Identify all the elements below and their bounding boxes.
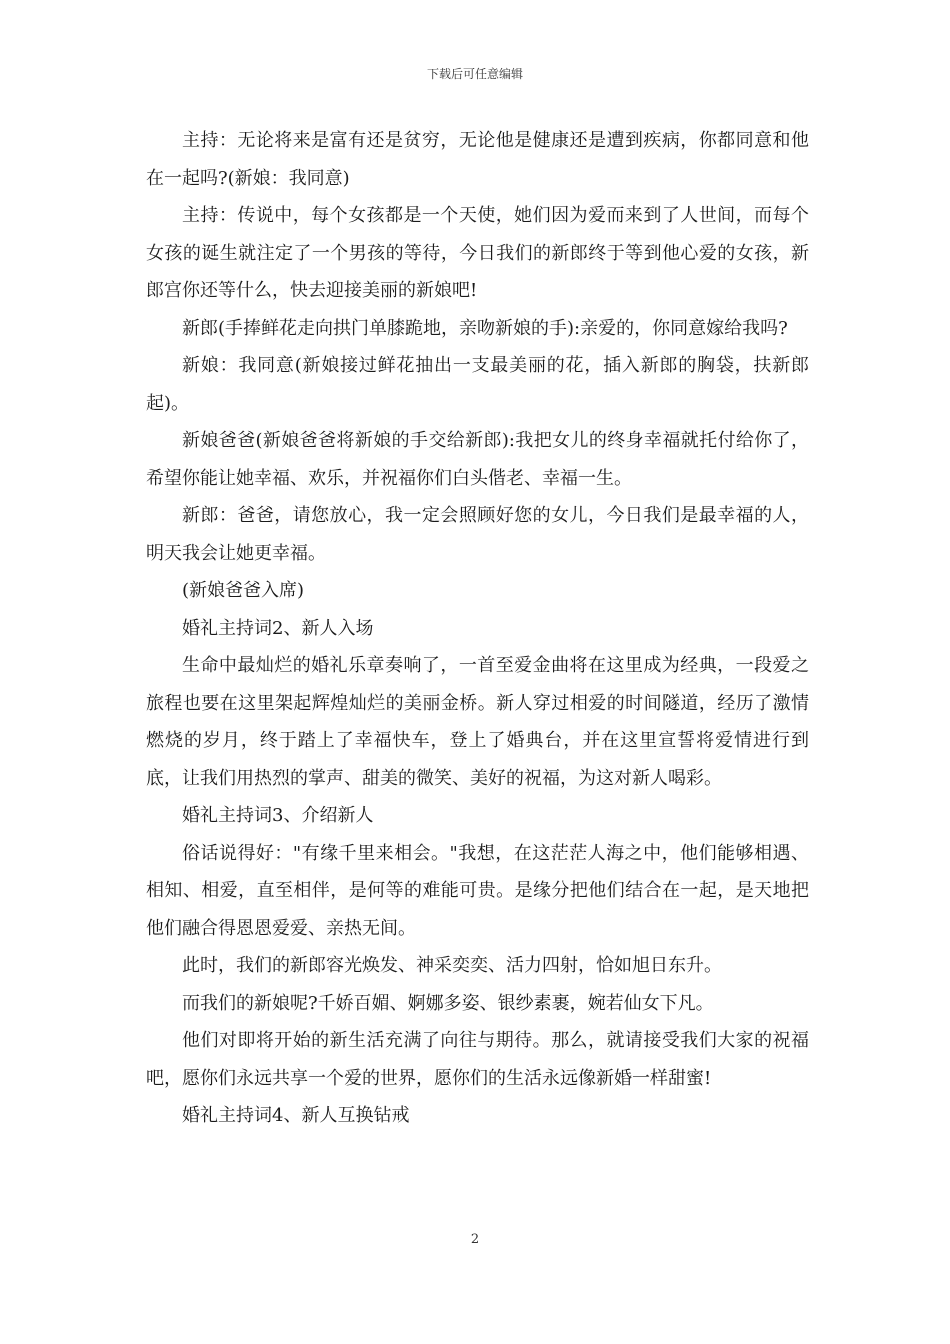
paragraph-groom-description: 此时，我们的新郎容光焕发、神采奕奕、活力四射，恰如旭日东升。 [182,955,722,976]
paragraph-groom-promise: 新郎：爸爸，请您放心，我一定会照顾好您的女儿，今日我们是最幸福的人，明天我会让她更幸福。 [146,505,809,564]
paragraph-introduce: 俗话说得好："有缘千里来相会。"我想，在这茫茫人海之中，他们能够相遇、相知、相爱，直至相伴，是何等的难能可贵。是缘分把他们结合在一起，是天地把他们融合得恩恩爱爱、亲热无间。 [146,842,809,939]
paragraph-father-seated: (新娘爸爸入席) [182,580,305,601]
paragraph-entrance: 生命中最灿烂的婚礼乐章奏响了，一首至爱金曲将在这里成为经典，一段爱之旅程也要在这里架起辉煌灿烂的美丽金桥。新人穿过相爱的时间隧道，经历了激情燃烧的岁月，终于踏上了幸福快车，登上了婚典台，并在这里宣誓将爱情进行到底，让我们用热烈的掌声、甜美的微笑、美好的祝福，为这对新人喝彩。 [146,655,809,789]
page-header: 下载后可任意编辑 [426,67,523,81]
section-heading-introduce: 婚礼主持词3、介绍新人 [182,805,374,826]
paragraph-groom-proposal: 新郎(手捧鲜花走向拱门单膝跪地，亲吻新娘的手):亲爱的，你同意嫁给我吗? [182,317,788,339]
section-heading-entrance: 婚礼主持词2、新人入场 [182,617,374,639]
paragraph-bride-description: 而我们的新娘呢?千娇百媚、婀娜多姿、银纱素裹，婉若仙女下凡。 [182,992,714,1014]
paragraph-host-angel-story: 主持：传说中，每个女孩都是一个天使，她们因为爱而来到了人世间，而每个女孩的诞生就注定了一个男孩的等待，今日我们的新郎终于等到他心爱的女孩，新郎宫你还等什么，快去迎接美丽的新娘吧! [146,205,809,301]
paragraph-blessing: 他们对即将开始的新生活充满了向往与期待。那么，就请接受我们大家的祝福吧，愿你们永远共享一个爱的世界，愿你们的生活永远像新婚一样甜蜜! [146,1030,809,1089]
paragraph-host-vow-question: 主持：无论将来是富有还是贫穷，无论他是健康还是遭到疾病，你都同意和他在一起吗?(新娘：我同意) [146,130,809,189]
section-heading-rings: 婚礼主持词4、新人互换钻戒 [182,1105,410,1126]
document-body [146,122,809,1135]
paragraph-bride-answer: 新娘：我同意(新娘接过鲜花抽出一支最美丽的花，插入新郎的胸袋，扶新郎起)。 [146,355,809,414]
page-number: 2 [470,1232,480,1247]
paragraph-bride-father: 新娘爸爸(新娘爸爸将新娘的手交给新郎):我把女儿的终身幸福就托付给你了，希望你能让她幸福、欢乐，并祝福你们白头偕老、幸福一生。 [146,430,809,489]
